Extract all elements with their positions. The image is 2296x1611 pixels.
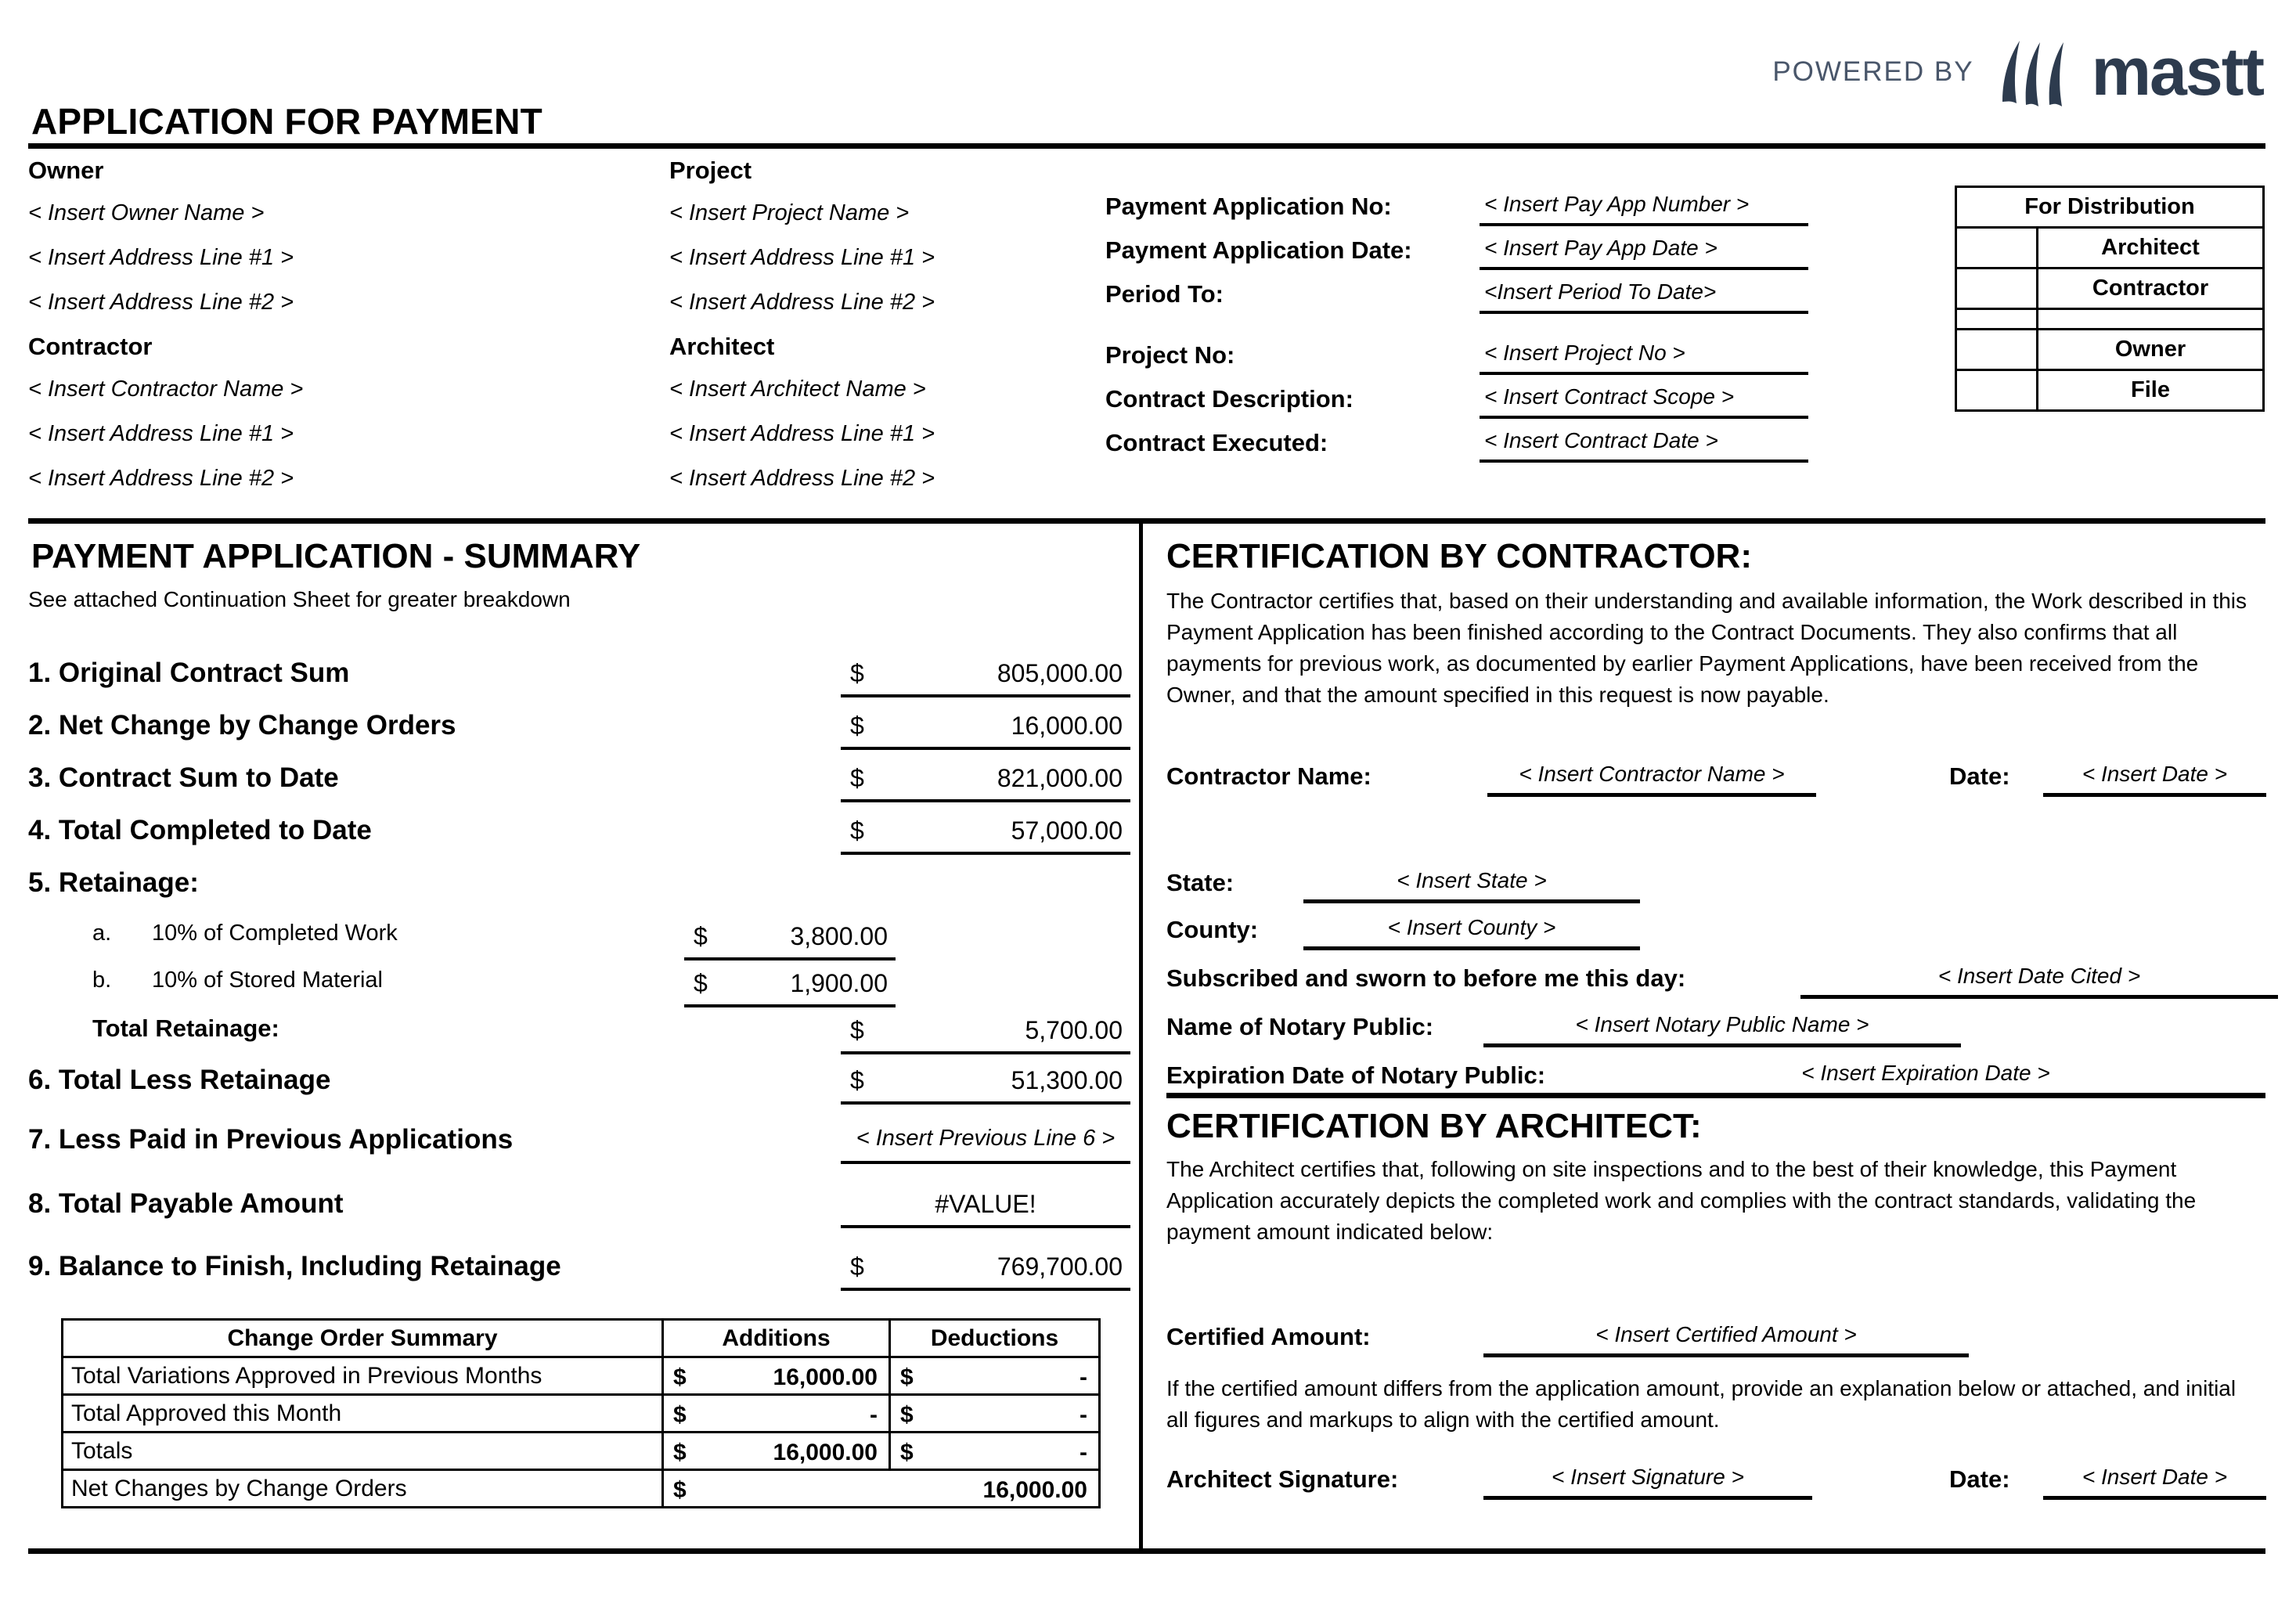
summary-label-7: 7. Less Paid in Previous Applications: [28, 1124, 514, 1155]
change-order-header-row: [63, 1320, 1100, 1357]
summary-sublabel-b: 10% of Stored Material: [152, 968, 383, 993]
field-contract-description[interactable]: < Insert Contract Scope >: [1480, 380, 1808, 419]
contractor-line-3: < Insert Address Line #2 >: [28, 466, 294, 491]
currency-symbol: $: [850, 712, 864, 740]
change-order-deductions-0[interactable]: [890, 1357, 1100, 1395]
amount-value: 51,300.00: [1011, 1066, 1123, 1094]
label-contract-executed: Contract Executed:: [1105, 429, 1328, 456]
architect-line-1: < Insert Architect Name >: [669, 377, 926, 402]
currency-symbol: $: [900, 1440, 914, 1465]
distribution-checkbox-contractor[interactable]: [1956, 268, 2038, 309]
field-architect-signature[interactable]: < Insert Signature >: [1483, 1462, 1812, 1500]
amount-value: -: [870, 1402, 878, 1428]
contractor-line-1: < Insert Contractor Name >: [28, 377, 304, 402]
currency-symbol: $: [850, 1016, 864, 1044]
certified-amount-note: If the certified amount differs from the application amount, provide an explanation below or attached, and initial all figures and markups to align with the certified amount.: [1166, 1376, 2237, 1432]
mastt-logo: [1772, 34, 2263, 110]
architect-heading: Architect: [669, 333, 775, 360]
mastt-flame-icon: [1991, 34, 2073, 110]
contractor-heading: Contractor: [28, 333, 153, 360]
field-contractor-name[interactable]: < Insert Contractor Name >: [1487, 759, 1816, 797]
distribution-row-empty: [1956, 309, 2264, 330]
amount-value: 16,000.00: [1011, 712, 1123, 740]
label-subscribed-sworn: Subscribed and sworn to before me this day:: [1166, 964, 1686, 992]
summary-label-8: 8. Total Payable Amount: [28, 1188, 344, 1219]
currency-symbol: $: [850, 659, 864, 687]
summary-line-total-retainage: [28, 1015, 1123, 1060]
owner-line-3: < Insert Address Line #2 >: [28, 290, 294, 315]
change-order-summary-table: [61, 1318, 1101, 1508]
distribution-label-file: File: [2038, 370, 2264, 411]
summary-label-total-retainage: Total Retainage:: [92, 1015, 279, 1042]
project-line-1: < Insert Project Name >: [669, 200, 910, 225]
summary-line-7: [28, 1124, 1116, 1170]
currency-symbol: $: [900, 1402, 914, 1428]
change-order-additions-0[interactable]: [663, 1357, 890, 1395]
amount-value: 769,700.00: [997, 1252, 1123, 1281]
change-order-net-value[interactable]: [663, 1470, 1100, 1508]
project-block: [669, 157, 935, 334]
label-notary-name: Name of Notary Public:: [1166, 1013, 1434, 1040]
label-payment-application-no: Payment Application No:: [1105, 193, 1392, 220]
certification-architect-heading: CERTIFICATION BY ARCHITECT:: [1166, 1107, 1702, 1145]
amount-value: 5,700.00: [1025, 1016, 1123, 1044]
distribution-label-architect: Architect: [2038, 228, 2264, 268]
powered-by-label: POWERED BY: [1772, 56, 1974, 87]
summary-line-5: [28, 867, 1108, 913]
summary-line-9: [28, 1251, 1123, 1296]
change-order-header-name: Change Order Summary: [63, 1320, 663, 1357]
field-architect-date[interactable]: < Insert Date >: [2043, 1462, 2266, 1500]
distribution-row-architect: [1956, 228, 2264, 268]
table-row: [63, 1357, 1100, 1395]
field-state[interactable]: < Insert State >: [1303, 866, 1640, 903]
distribution-header-row: [1956, 187, 2264, 228]
contractor-block: [28, 333, 303, 510]
distribution-checkbox-empty[interactable]: [1956, 309, 2038, 330]
summary-label-1: 1. Original Contract Sum: [28, 658, 350, 688]
currency-symbol: $: [850, 1066, 864, 1094]
label-contract-description: Contract Description:: [1105, 385, 1353, 413]
label-architect-signature: Architect Signature:: [1166, 1465, 1399, 1493]
amount-value: 57,000.00: [1011, 816, 1123, 845]
change-order-row-name-2: Totals: [63, 1433, 663, 1470]
summary-line-1: [28, 658, 1123, 703]
amount-value: 805,000.00: [997, 659, 1123, 687]
owner-block: [28, 157, 294, 334]
summary-label-5: 5. Retainage:: [28, 867, 199, 898]
owner-line-2: < Insert Address Line #1 >: [28, 245, 294, 270]
project-line-2: < Insert Address Line #1 >: [669, 245, 935, 270]
label-period-to: Period To:: [1105, 280, 1224, 308]
certification-divider: [1166, 1093, 2265, 1098]
certification-contractor-heading: CERTIFICATION BY CONTRACTOR:: [1166, 537, 1752, 575]
summary-title: PAYMENT APPLICATION - SUMMARY: [31, 537, 641, 575]
currency-symbol: $: [900, 1364, 914, 1390]
label-contractor-name: Contractor Name:: [1166, 762, 1371, 790]
summary-sublabel-marker-a: a.: [92, 921, 112, 946]
field-notary-name[interactable]: < Insert Notary Public Name >: [1483, 1010, 1961, 1047]
amount-value: -: [1080, 1402, 1087, 1428]
change-order-net-row: [63, 1470, 1100, 1508]
architect-block: [669, 333, 935, 510]
summary-amount-1[interactable]: [841, 658, 1130, 697]
amount-value: 16,000.00: [773, 1364, 878, 1390]
footer-divider: [28, 1548, 2265, 1554]
summary-line-3: [28, 762, 1123, 808]
table-row: [63, 1395, 1100, 1433]
certification-architect-body: The Architect certifies that, following on site inspections and to the best of their knowledge, this Payment Application accurately depicts the completed work and complies with the contract standards, validating the payment amount indicated below:: [1166, 1157, 2197, 1244]
change-order-additions-2[interactable]: [663, 1433, 890, 1470]
project-heading: Project: [669, 157, 752, 184]
field-notary-expiration[interactable]: < Insert Expiration Date >: [1801, 1061, 2050, 1085]
summary-label-9: 9. Balance to Finish, Including Retainage: [28, 1251, 561, 1281]
label-certified-amount: Certified Amount:: [1166, 1323, 1371, 1350]
distribution-label-empty: [2038, 309, 2264, 330]
summary-amount-3[interactable]: [841, 762, 1130, 802]
amount-value: 16,000.00: [982, 1477, 1087, 1503]
distribution-row-owner: [1956, 330, 2264, 370]
amount-value: 16,000.00: [773, 1440, 878, 1465]
summary-line-5b: [28, 968, 1108, 1013]
currency-symbol: $: [850, 816, 864, 845]
summary-sublabel-marker-b: b.: [92, 968, 112, 993]
field-county[interactable]: < Insert County >: [1303, 913, 1640, 950]
summary-amount-9[interactable]: [841, 1251, 1130, 1291]
summary-amount-5b[interactable]: [684, 968, 896, 1007]
label-payment-application-date: Payment Application Date:: [1105, 236, 1412, 264]
distribution-checkbox-architect[interactable]: [1956, 228, 2038, 268]
distribution-label-contractor: Contractor: [2038, 268, 2264, 309]
summary-divider: [28, 518, 2265, 524]
field-period-to[interactable]: <Insert Period To Date>: [1480, 276, 1808, 314]
summary-line-5a: [28, 921, 1108, 966]
change-order-additions-1[interactable]: [663, 1395, 890, 1433]
contractor-line-2: < Insert Address Line #1 >: [28, 421, 294, 446]
distribution-checkbox-owner[interactable]: [1956, 330, 2038, 370]
field-project-no[interactable]: < Insert Project No >: [1480, 337, 1808, 375]
field-contract-executed[interactable]: < Insert Contract Date >: [1480, 424, 1808, 463]
summary-label-3: 3. Contract Sum to Date: [28, 762, 339, 793]
summary-amount-4[interactable]: [841, 815, 1130, 855]
field-date-cited[interactable]: < Insert Date Cited >: [1800, 961, 2278, 999]
change-order-row-name-0: Total Variations Approved in Previous Months: [63, 1357, 663, 1395]
change-order-net-label: Net Changes by Change Orders: [63, 1470, 663, 1508]
distribution-header: For Distribution: [1956, 187, 2264, 228]
table-row: [63, 1433, 1100, 1470]
label-notary-expiration: Expiration Date of Notary Public:: [1166, 1061, 1546, 1089]
label-state: State:: [1166, 869, 1235, 896]
change-order-row-name-1: Total Approved this Month: [63, 1395, 663, 1433]
amount-value: 1,900.00: [790, 969, 888, 997]
architect-line-3: < Insert Address Line #2 >: [669, 466, 935, 491]
summary-amount-7[interactable]: [841, 1124, 1130, 1164]
summary-line-8: [28, 1188, 1108, 1234]
summary-amount-6[interactable]: [841, 1065, 1130, 1105]
change-order-deductions-2[interactable]: [890, 1433, 1100, 1470]
summary-amount-2[interactable]: [841, 710, 1130, 750]
field-payment-application-date[interactable]: < Insert Pay App Date >: [1480, 232, 1808, 270]
label-architect-date: Date:: [1949, 1465, 2010, 1493]
amount-value: #VALUE!: [935, 1190, 1036, 1218]
currency-symbol: $: [694, 969, 708, 997]
for-distribution-table: [1955, 186, 2265, 412]
distribution-label-owner: Owner: [2038, 330, 2264, 370]
architect-line-2: < Insert Address Line #1 >: [669, 421, 935, 446]
summary-subtitle: See attached Continuation Sheet for greater breakdown: [28, 587, 571, 611]
summary-amount-5a[interactable]: [684, 921, 896, 960]
owner-heading: Owner: [28, 157, 104, 184]
amount-value: -: [1080, 1364, 1087, 1390]
amount-value: < Insert Previous Line 6 >: [856, 1126, 1116, 1151]
field-contractor-date[interactable]: < Insert Date >: [2043, 759, 2266, 797]
change-order-header-additions: Additions: [663, 1320, 890, 1357]
column-divider: [1139, 524, 1143, 1548]
change-order-header-deductions: Deductions: [890, 1320, 1100, 1357]
amount-value: 821,000.00: [997, 764, 1123, 792]
field-certified-amount[interactable]: < Insert Certified Amount >: [1483, 1320, 1969, 1357]
currency-symbol: $: [673, 1364, 687, 1390]
summary-amount-total-retainage[interactable]: [841, 1015, 1130, 1054]
label-contractor-date: Date:: [1949, 762, 2010, 790]
distribution-row-file: [1956, 370, 2264, 411]
distribution-checkbox-file[interactable]: [1956, 370, 2038, 411]
summary-label-4: 4. Total Completed to Date: [28, 815, 372, 845]
currency-symbol: $: [850, 764, 864, 792]
summary-label-2: 2. Net Change by Change Orders: [28, 710, 456, 741]
mastt-wordmark: mastt: [2091, 34, 2263, 110]
project-line-3: < Insert Address Line #2 >: [669, 290, 935, 315]
amount-value: 3,800.00: [790, 922, 888, 950]
currency-symbol: $: [850, 1252, 864, 1281]
summary-line-2: [28, 710, 1123, 755]
summary-label-6: 6. Total Less Retainage: [28, 1065, 331, 1095]
distribution-row-contractor: [1956, 268, 2264, 309]
currency-symbol: $: [673, 1477, 687, 1503]
page-title: APPLICATION FOR PAYMENT: [31, 101, 542, 142]
certification-contractor-body: The Contractor certifies that, based on their understanding and available information, the Work described in this Payment Application has been finished according to the Contract Documents. They also confirms that all payments for previous work, as documented by earlier Payment Applications, have been received from the Owner, and that the amount specified in this request is now payable.: [1166, 589, 2247, 707]
summary-line-6: [28, 1065, 1123, 1110]
change-order-deductions-1[interactable]: [890, 1395, 1100, 1433]
summary-amount-8[interactable]: [841, 1188, 1130, 1228]
header-divider: [28, 143, 2265, 149]
summary-sublabel-a: 10% of Completed Work: [152, 921, 398, 946]
currency-symbol: $: [673, 1440, 687, 1465]
currency-symbol: $: [673, 1402, 687, 1428]
amount-value: -: [1080, 1440, 1087, 1465]
field-payment-application-no[interactable]: < Insert Pay App Number >: [1480, 188, 1808, 226]
label-project-no: Project No:: [1105, 341, 1235, 369]
summary-line-4: [28, 815, 1123, 860]
owner-line-1: < Insert Owner Name >: [28, 200, 265, 225]
currency-symbol: $: [694, 922, 708, 950]
label-county: County:: [1166, 916, 1259, 943]
